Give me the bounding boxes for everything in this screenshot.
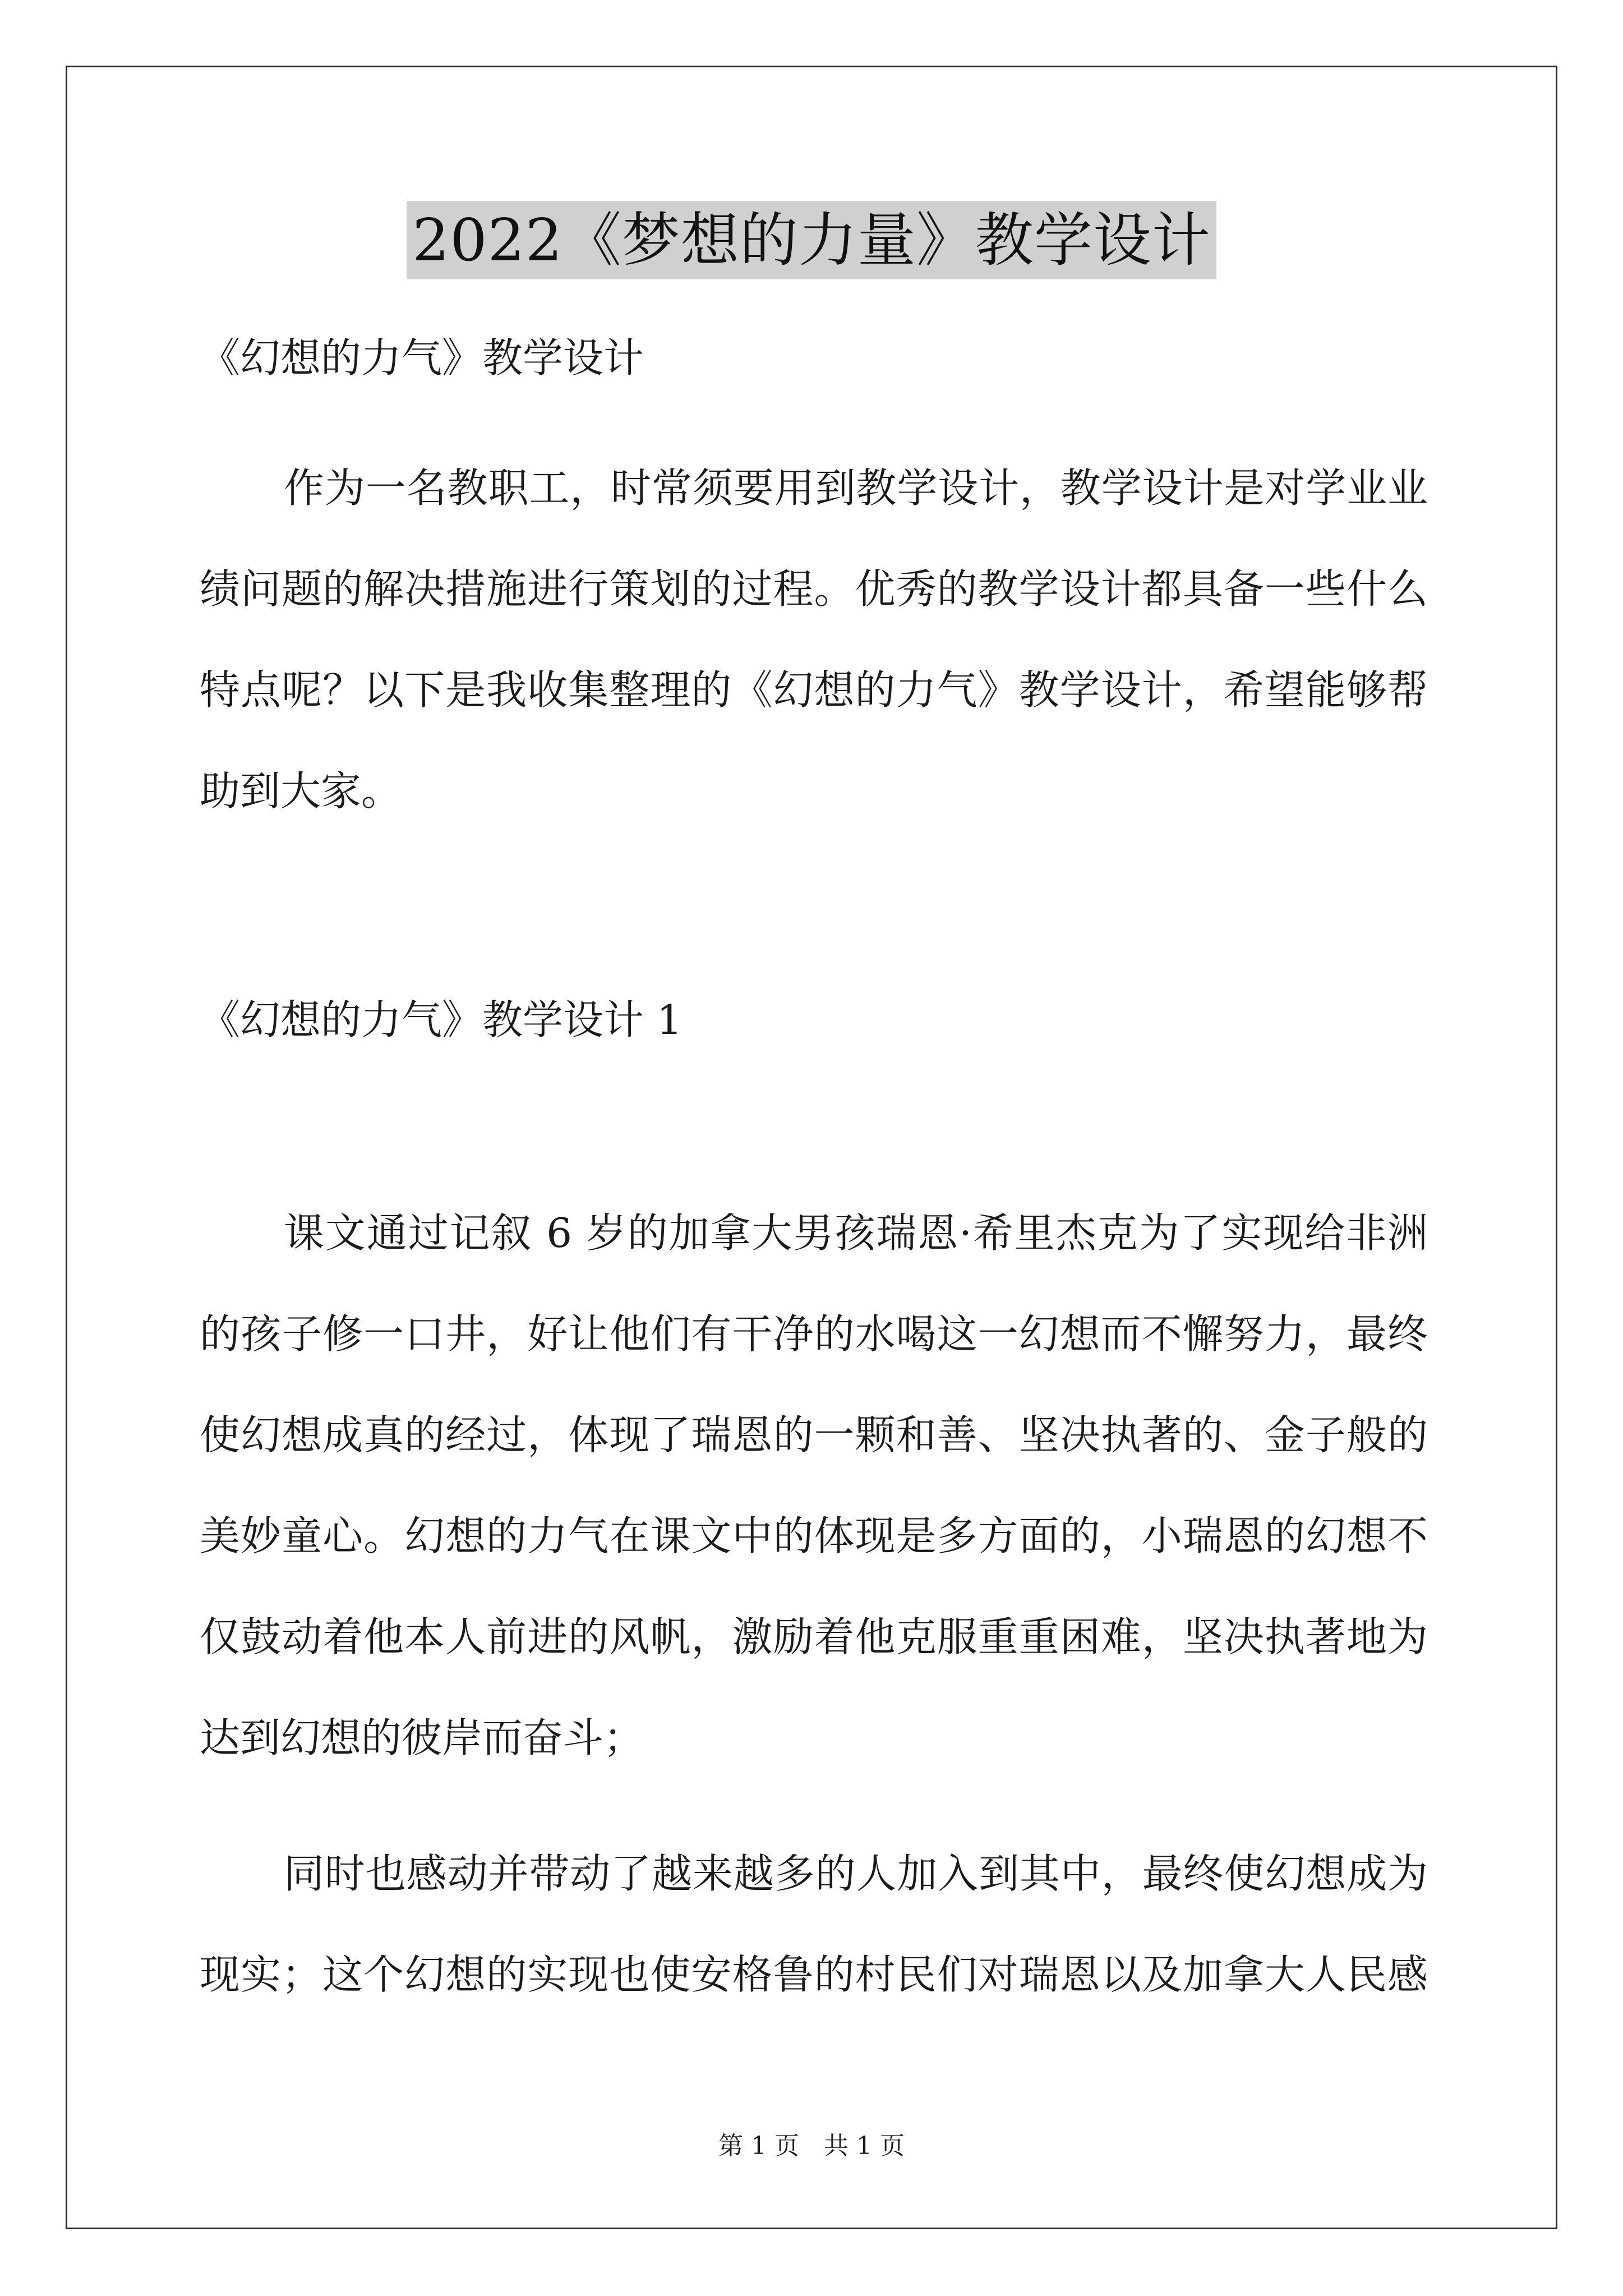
paragraph1-line-2: 的孩子修一口井，好让他们有干净的水喝这一幻想而不懈努力，最终: [200, 1310, 1428, 1358]
paragraph1-line-4: 美妙童心。幻想的力气在课文中的体现是多方面的，小瑞恩的幻想不: [200, 1512, 1428, 1559]
paragraph1-line-6: 达到幻想的彼岸而奋斗；: [200, 1714, 644, 1761]
title-container: [0, 201, 1623, 279]
paragraph1-line-1: 课文通过记叙 6 岁的加拿大男孩瑞恩·希里杰克为了实现给非洲: [284, 1209, 1428, 1257]
intro-line-1: 作为一名教职工，时常须要用到教学设计，教学设计是对学业业: [284, 464, 1428, 512]
intro-line-4: 助到大家。: [200, 767, 402, 815]
paragraph2-line-2: 现实；这个幻想的实现也使安格鲁的村民们对瑞恩以及加拿大人民感: [200, 1951, 1428, 1998]
paragraph2-line-1: 同时也感动并带动了越来越多的人加入到其中，最终使幻想成为: [284, 1850, 1428, 1897]
paragraph1-line-5: 仅鼓动着他本人前进的风帆，激励着他克服重重困难，坚决执著地为: [200, 1613, 1428, 1660]
page-border: [66, 66, 1557, 2229]
paragraph1-line-3: 使幻想成真的经过，体现了瑞恩的一颗和善、坚决执著的、金子般的: [200, 1411, 1428, 1458]
intro-line-2: 绩问题的解决措施进行策划的过程。优秀的教学设计都具备一些什么: [200, 565, 1428, 613]
section-heading: 《幻想的力气》教学设计 1: [200, 996, 683, 1043]
document-title: 2022《梦想的力量》教学设计: [407, 201, 1216, 279]
document-subtitle: 《幻想的力气》教学设计: [200, 334, 644, 381]
intro-line-3: 特点呢？以下是我收集整理的《幻想的力气》教学设计，希望能够帮: [200, 666, 1428, 714]
page-footer: 第 1 页 共 1 页: [718, 2132, 905, 2160]
